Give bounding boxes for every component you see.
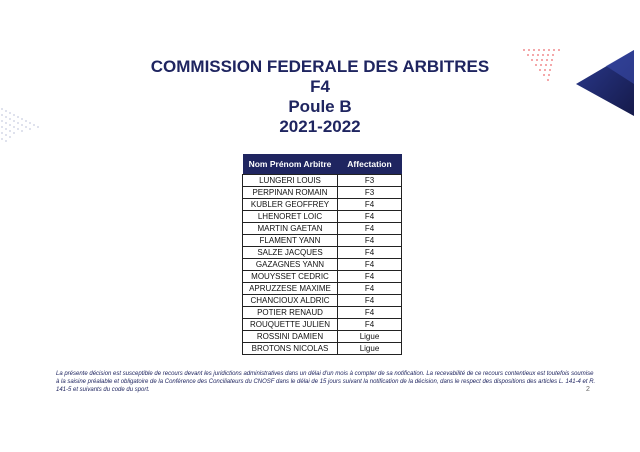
title-block xyxy=(0,57,640,137)
table-row xyxy=(243,247,402,259)
table-row xyxy=(243,211,402,223)
assignment-cell: F4 xyxy=(338,235,402,247)
table-row xyxy=(243,295,402,307)
title-pool: Poule B xyxy=(288,97,352,116)
table-row xyxy=(243,175,402,187)
referee-table xyxy=(242,154,402,355)
referee-name-cell: CHANCIOUX ALDRIC xyxy=(243,295,338,307)
assignment-cell: F3 xyxy=(338,175,402,187)
assignment-cell: F4 xyxy=(338,295,402,307)
referee-name-cell: MOUYSSET CEDRIC xyxy=(243,271,338,283)
table-row xyxy=(243,331,402,343)
title-level: F4 xyxy=(310,77,330,96)
assignment-cell: F4 xyxy=(338,247,402,259)
table-row xyxy=(243,259,402,271)
title-commission: COMMISSION FEDERALE DES ARBITRES xyxy=(150,57,490,76)
assignment-cell: Ligue xyxy=(338,331,402,343)
referee-name-cell: BROTONS NICOLAS xyxy=(243,343,338,355)
referee-name-cell: SALZE JACQUES xyxy=(243,247,338,259)
referee-name-cell: ROUQUETTE JULIEN xyxy=(243,319,338,331)
referee-name-cell: GAZAGNES YANN xyxy=(243,259,338,271)
page-number: 2 xyxy=(586,386,590,393)
header-assignment: Affectation xyxy=(338,154,402,175)
table-row xyxy=(243,271,402,283)
assignment-cell: F4 xyxy=(338,259,402,271)
assignment-cell: F4 xyxy=(338,271,402,283)
table-row xyxy=(243,307,402,319)
legal-notice: La présente décision est susceptible de recours devant les juridictions administratives dans un délai d'un mois à compter de sa notification. La recevabilité de ce recours contentieux est toutefois soumise à la saisine préalable et obligatoire de la Conférence des Conciliateurs du CNOSF dans le délai de 15 jours suivant la notification de la décision, dans le respect des dispositions des articles L. 141-4 et R. 141-5 et suivants du code du sport. xyxy=(56,371,596,393)
referee-name-cell: PERPINAN ROMAIN xyxy=(243,187,338,199)
table-row xyxy=(243,343,402,355)
assignment-cell: F4 xyxy=(338,319,402,331)
referee-name-cell: ROSSINI DAMIEN xyxy=(243,331,338,343)
referee-name-cell: LHENORET LOIC xyxy=(243,211,338,223)
assignment-cell: F4 xyxy=(338,307,402,319)
referee-name-cell: MARTIN GAETAN xyxy=(243,223,338,235)
table-body xyxy=(243,175,402,355)
table-row xyxy=(243,187,402,199)
assignment-cell: F4 xyxy=(338,211,402,223)
title-season: 2021-2022 xyxy=(279,117,361,136)
assignment-cell: F4 xyxy=(338,283,402,295)
referee-name-cell: LUNGERI LOUIS xyxy=(243,175,338,187)
referee-name-cell: FLAMENT YANN xyxy=(243,235,338,247)
referee-table-container xyxy=(242,154,402,355)
referee-name-cell: KUBLER GEOFFREY xyxy=(243,199,338,211)
assignment-cell: F3 xyxy=(338,187,402,199)
table-header-row xyxy=(243,154,402,175)
table-row xyxy=(243,199,402,211)
assignment-cell: Ligue xyxy=(338,343,402,355)
assignment-cell: F4 xyxy=(338,223,402,235)
header-name: Nom Prénom Arbitre xyxy=(243,154,338,175)
table-row xyxy=(243,235,402,247)
table-row xyxy=(243,319,402,331)
assignment-cell: F4 xyxy=(338,199,402,211)
referee-name-cell: POTIER RENAUD xyxy=(243,307,338,319)
table-row xyxy=(243,223,402,235)
table-row xyxy=(243,283,402,295)
referee-name-cell: APRUZZESE MAXIME xyxy=(243,283,338,295)
